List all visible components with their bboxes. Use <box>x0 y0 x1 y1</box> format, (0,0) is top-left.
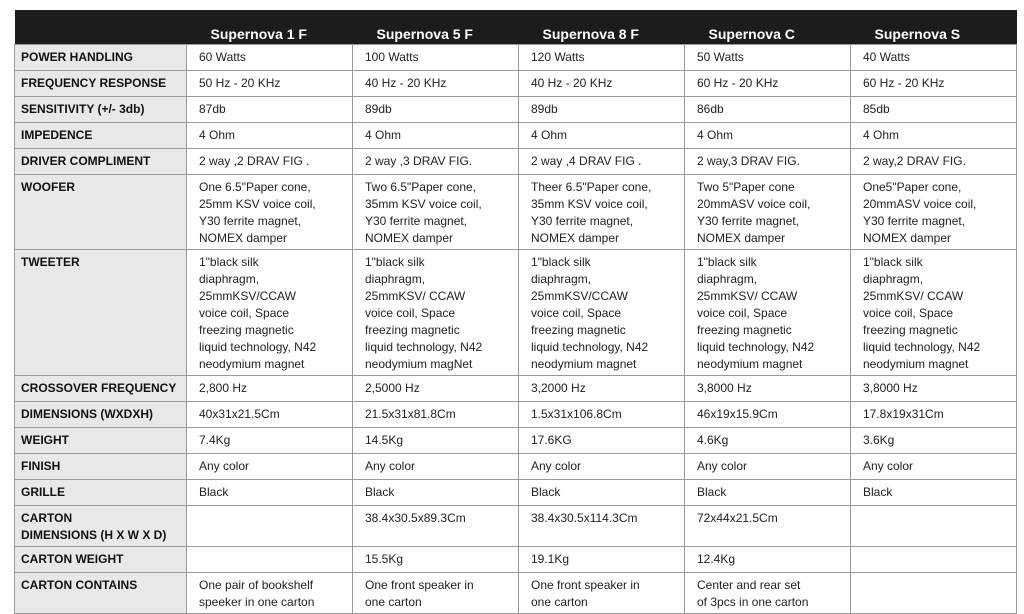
spec-cell: Two 6.5"Paper cone, 35mm KSV voice coil, Y30 ferrite magnet, NOMEX damper <box>353 175 519 250</box>
spec-cell: One pair of bookshelf speeker in one carton <box>187 573 353 614</box>
spec-cell: 7.4Kg <box>187 428 353 454</box>
spec-table-container <box>14 10 1016 614</box>
row-label: FINISH <box>15 454 187 480</box>
row-label: CARTON CONTAINS <box>15 573 187 614</box>
table-row <box>15 480 1017 506</box>
table-row <box>15 71 1017 97</box>
spec-cell: 38.4x30.5x114.3Cm <box>519 506 685 547</box>
spec-cell: 1"black silk diaphragm, 25mmKSV/CCAW voice coil, Space freezing magnetic liquid technology, N42 neodymium magnet <box>187 250 353 376</box>
spec-cell <box>187 547 353 573</box>
spec-cell: Any color <box>519 454 685 480</box>
spec-cell: 1"black silk diaphragm, 25mmKSV/ CCAW voice coil, Space freezing magnetic liquid technology, N42 neodymium magnet <box>851 250 1017 376</box>
spec-cell: 38.4x30.5x89.3Cm <box>353 506 519 547</box>
spec-cell: Center and rear set of 3pcs in one carton <box>685 573 851 614</box>
spec-cell: One5"Paper cone, 20mmASV voice coil, Y30 ferrite magnet, NOMEX damper <box>851 175 1017 250</box>
row-label: CARTON WEIGHT <box>15 547 187 573</box>
spec-cell: 89db <box>353 97 519 123</box>
table-row <box>15 45 1017 71</box>
table-row <box>15 123 1017 149</box>
spec-cell: 2 way,3 DRAV FIG. <box>685 149 851 175</box>
spec-cell: 2 way,2 DRAV FIG. <box>851 149 1017 175</box>
spec-cell: 89db <box>519 97 685 123</box>
spec-cell: Any color <box>851 454 1017 480</box>
spec-cell <box>851 547 1017 573</box>
spec-cell: 60 Hz - 20 KHz <box>851 71 1017 97</box>
spec-cell: 4 Ohm <box>851 123 1017 149</box>
table-row <box>15 97 1017 123</box>
spec-cell: 1.5x31x106.8Cm <box>519 402 685 428</box>
header-model: Supernova C <box>685 10 851 45</box>
table-row <box>15 454 1017 480</box>
row-label: SENSITIVITY (+/- 3db) <box>15 97 187 123</box>
spec-cell: 72x44x21.5Cm <box>685 506 851 547</box>
header-model: Supernova S <box>851 10 1017 45</box>
spec-cell: 50 Watts <box>685 45 851 71</box>
spec-cell: 100 Watts <box>353 45 519 71</box>
spec-cell: 40x31x21.5Cm <box>187 402 353 428</box>
spec-cell: One front speaker in one carton <box>519 573 685 614</box>
row-label: POWER HANDLING <box>15 45 187 71</box>
row-label: CROSSOVER FREQUENCY <box>15 376 187 402</box>
spec-table <box>14 10 1017 614</box>
table-row <box>15 250 1017 376</box>
table-row <box>15 573 1017 614</box>
table-row <box>15 506 1017 547</box>
spec-table-body <box>15 45 1017 614</box>
table-row <box>15 149 1017 175</box>
spec-cell: 46x19x15.9Cm <box>685 402 851 428</box>
spec-cell: 120 Watts <box>519 45 685 71</box>
spec-cell: One front speaker in one carton <box>353 573 519 614</box>
spec-cell: 3,8000 Hz <box>851 376 1017 402</box>
spec-cell: Any color <box>353 454 519 480</box>
spec-cell: 4 Ohm <box>519 123 685 149</box>
row-label: WOOFER <box>15 175 187 250</box>
spec-cell: 14.5Kg <box>353 428 519 454</box>
row-label: CARTON DIMENSIONS (H X W X D) <box>15 506 187 547</box>
spec-cell: 4 Ohm <box>187 123 353 149</box>
row-label: DRIVER COMPLIMENT <box>15 149 187 175</box>
spec-cell: 60 Hz - 20 KHz <box>685 71 851 97</box>
spec-cell: 1"black silk diaphragm, 25mmKSV/CCAW voice coil, Space freezing magnetic liquid technology, N42 neodymium magnet <box>519 250 685 376</box>
spec-cell: 21.5x31x81.8Cm <box>353 402 519 428</box>
spec-cell: 40 Watts <box>851 45 1017 71</box>
row-label: TWEETER <box>15 250 187 376</box>
spec-cell: 17.6KG <box>519 428 685 454</box>
header-model: Supernova 5 F <box>353 10 519 45</box>
spec-cell: 40 Hz - 20 KHz <box>353 71 519 97</box>
spec-cell: Black <box>519 480 685 506</box>
spec-cell <box>851 506 1017 547</box>
spec-cell: Any color <box>187 454 353 480</box>
header-corner <box>15 10 187 45</box>
header-model: Supernova 1 F <box>187 10 353 45</box>
spec-cell: 40 Hz - 20 KHz <box>519 71 685 97</box>
header-model: Supernova 8 F <box>519 10 685 45</box>
spec-cell: 19.1Kg <box>519 547 685 573</box>
spec-cell: 4 Ohm <box>353 123 519 149</box>
spec-cell: 3,2000 Hz <box>519 376 685 402</box>
spec-cell: Theer 6.5"Paper cone, 35mm KSV voice coil, Y30 ferrite magnet, NOMEX damper <box>519 175 685 250</box>
spec-cell: 3,8000 Hz <box>685 376 851 402</box>
spec-cell: Black <box>353 480 519 506</box>
table-row <box>15 547 1017 573</box>
spec-cell: 2,5000 Hz <box>353 376 519 402</box>
spec-cell: 2 way ,4 DRAV FIG . <box>519 149 685 175</box>
row-label: DIMENSIONS (WXDXH) <box>15 402 187 428</box>
spec-cell <box>851 573 1017 614</box>
spec-cell: 87db <box>187 97 353 123</box>
table-row <box>15 376 1017 402</box>
spec-cell: 15.5Kg <box>353 547 519 573</box>
spec-cell: Black <box>685 480 851 506</box>
spec-cell <box>187 506 353 547</box>
row-label: GRILLE <box>15 480 187 506</box>
spec-cell: 1"black silk diaphragm, 25mmKSV/ CCAW voice coil, Space freezing magnetic liquid technology, N42 neodymium magNet <box>353 250 519 376</box>
spec-cell: 2,800 Hz <box>187 376 353 402</box>
spec-cell: 60 Watts <box>187 45 353 71</box>
spec-cell: Black <box>187 480 353 506</box>
row-label: FREQUENCY RESPONSE <box>15 71 187 97</box>
table-row <box>15 428 1017 454</box>
row-label: WEIGHT <box>15 428 187 454</box>
spec-cell: 17.8x19x31Cm <box>851 402 1017 428</box>
spec-cell: 4 Ohm <box>685 123 851 149</box>
row-label: IMPEDENCE <box>15 123 187 149</box>
spec-cell: 12.4Kg <box>685 547 851 573</box>
spec-cell: Two 5"Paper cone 20mmASV voice coil, Y30 ferrite magnet, NOMEX damper <box>685 175 851 250</box>
spec-cell: Black <box>851 480 1017 506</box>
spec-cell: 86db <box>685 97 851 123</box>
spec-cell: 2 way ,3 DRAV FIG. <box>353 149 519 175</box>
table-row <box>15 175 1017 250</box>
spec-cell: 50 Hz - 20 KHz <box>187 71 353 97</box>
spec-cell: One 6.5"Paper cone, 25mm KSV voice coil, Y30 ferrite magnet, NOMEX damper <box>187 175 353 250</box>
spec-cell: 2 way ,2 DRAV FIG . <box>187 149 353 175</box>
header-row <box>15 10 1017 45</box>
table-row <box>15 402 1017 428</box>
spec-cell: 4.6Kg <box>685 428 851 454</box>
spec-cell: 3.6Kg <box>851 428 1017 454</box>
spec-cell: 85db <box>851 97 1017 123</box>
spec-cell: Any color <box>685 454 851 480</box>
spec-cell: 1"black silk diaphragm, 25mmKSV/ CCAW voice coil, Space freezing magnetic liquid technology, N42 neodymium magnet <box>685 250 851 376</box>
